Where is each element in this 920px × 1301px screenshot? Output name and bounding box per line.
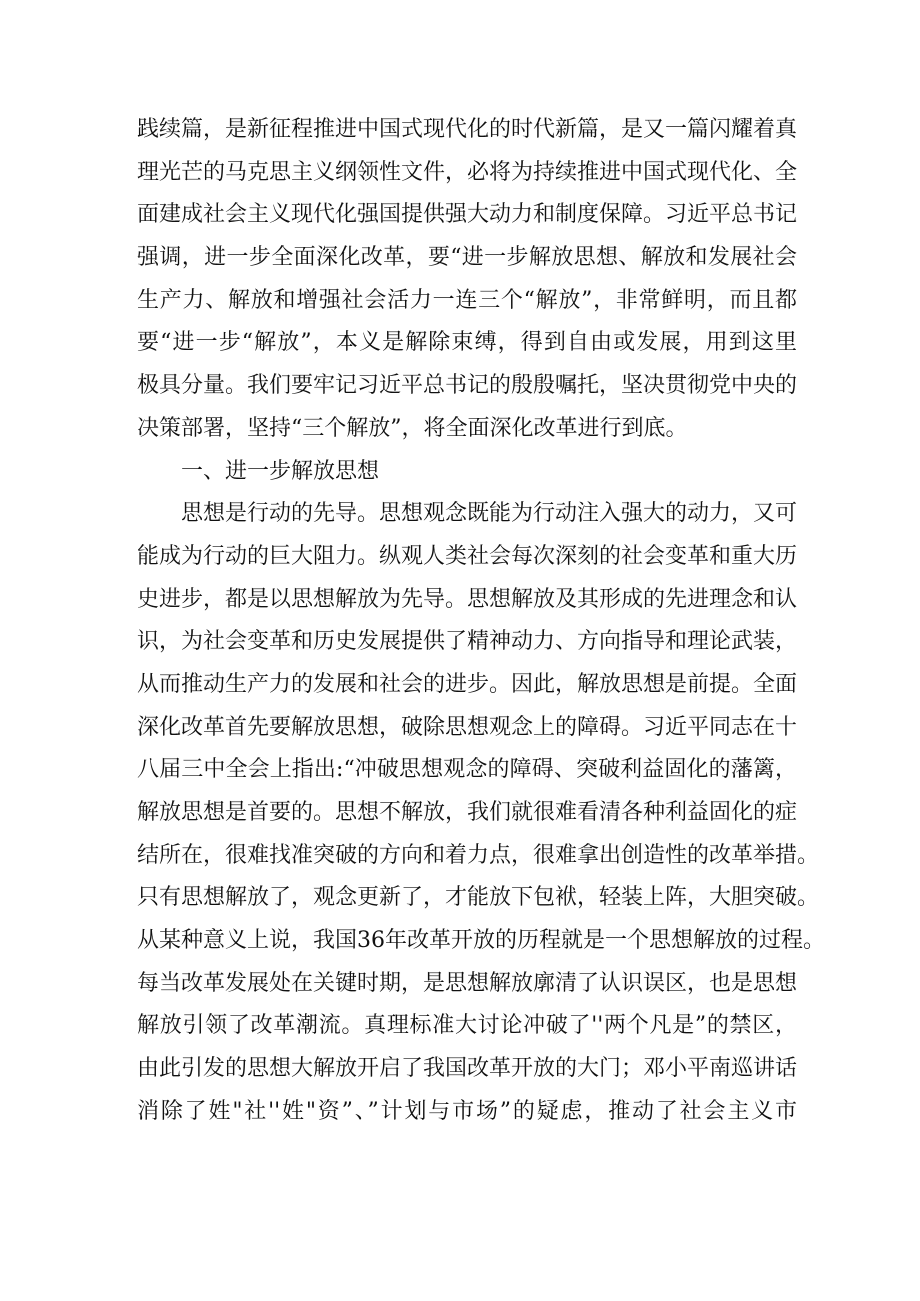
text-line: 生产力、解放和增强社会活力一连三个“解放”，非常鲜明，而且都 — [137, 287, 797, 313]
text-line: 解放思想是首要的。思想不解放，我们就很难看清各种利益固化的症 — [137, 800, 798, 825]
text-line: 强调，进一步全面深化改革，要“进一步解放思想、解放和发展社会 — [137, 245, 797, 271]
text-line: 从而推动生产力的发展和社会的进步。因此，解放思想是前提。全面 — [137, 671, 798, 697]
document-body — [137, 109, 825, 1134]
text-line: 八届三中全会上指出:“冲破思想观念的障碍、突破利益固化的藩篱， — [137, 757, 797, 783]
text-line: 消除了姓"社''姓"资”、”计划与市场”的疑虑，推动了社会主义市 — [137, 1098, 797, 1124]
text-line: 史进步，都是以思想解放为先导。思想解放及其形成的先进理念和认 — [137, 586, 798, 612]
text-line: 从某种意义上说，我国36年改革开放的历程就是一个思想解放的过程。 — [137, 928, 825, 954]
text-line: 深化改革首先要解放思想，破除思想观念上的障碍。习近平同志在十 — [137, 714, 798, 740]
paragraph-section-1 — [137, 493, 825, 1133]
text-line: 能成为行动的巨大阻力。纵观人类社会每次深刻的社会变革和重大历 — [137, 543, 798, 569]
text-line: 识，为社会变革和历史发展提供了精神动力、方向指导和理论武装， — [137, 629, 798, 655]
text-line: 要“进一步“解放”，本义是解除束缚，得到自由或发展，用到这里 — [137, 330, 797, 356]
text-line: 只有思想解放了，观念更新了，才能放下包袱，轻装上阵，大胆突破。 — [137, 885, 820, 911]
text-line: 解放引领了改革潮流。真理标准大讨论冲破了''两个凡是”的禁区， — [137, 1013, 797, 1039]
text-line: 面建成社会主义现代化强国提供强大动力和制度保障。习近平总书记 — [137, 202, 798, 228]
text-line: 践续篇，是新征程推进中国式现代化的时代新篇，是又一篇闪耀着真 — [137, 117, 798, 142]
text-line: 由此引发的思想大解放开启了我国改革开放的大门；邓小平南巡讲话 — [137, 1056, 798, 1082]
text-line: 每当改革发展处在关键时期，是思想解放廓清了认识误区，也是思想 — [137, 970, 798, 996]
text-line: 结所在，很难找准突破的方向和着力点，很难拿出创造性的改革举措。 — [137, 842, 820, 868]
text-line: 决策部署，坚持“三个解放”，将全面深化改革进行到底。 — [137, 415, 688, 441]
paragraph-intro — [137, 109, 797, 451]
section-heading: 一、进一步解放思想 — [181, 458, 380, 484]
text-line: 理光芒的马克思主义纲领性文件，必将为持续推进中国式现代化、全 — [137, 159, 798, 185]
text-line: 思想是行动的先导。思想观念既能为行动注入强大的动力，又可 — [181, 501, 798, 527]
text-line: 极具分量。我们要牢记习近平总书记的殷殷嘱托，坚决贯彻党中央的 — [137, 373, 798, 399]
